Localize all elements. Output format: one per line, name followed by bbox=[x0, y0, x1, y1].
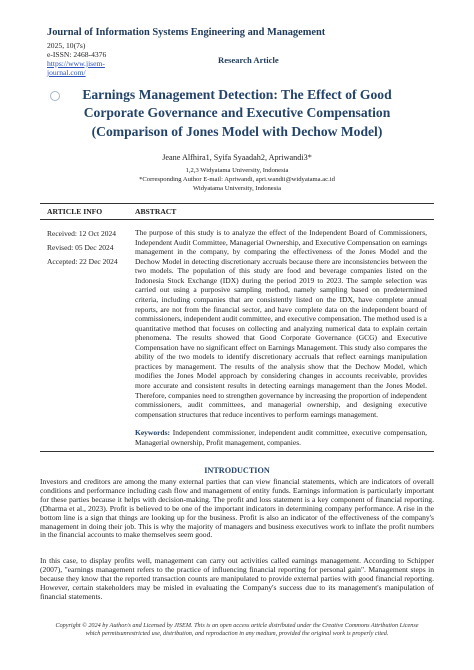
bottom-rule bbox=[40, 451, 434, 452]
volume-issue: 2025, 10(7s) bbox=[47, 41, 86, 50]
affiliation-line1: 1,2,3 Widyatama University, Indonesia bbox=[185, 167, 289, 174]
footer-line1: Copyright © 2024 by Author/s and Licensed by JISEM. This is an open access article distributed under the Creative Commons Attribution License bbox=[55, 622, 419, 629]
abstract-text: The purpose of this study is to analyze the effect of the Independent Board of Commissioners, Independent Audit Committee, Managerial Ownership, and Executive Compensation on earnings management in the company, by comparing the effectiveness of the Jones Model and the Dechow Model in detecting discretionary accruals because there are inconsistencies between the two models. The population of this study are food and beverage companies listed on the Indonesia Stock Exchange (IDX) during the period 2019 to 2023. The sample selection was carried out using a purposive sampling method, namely sampling based on predetermined criteria, including companies that are consistently listed on the IDX, have complete annual reports, are not from the financial sector, and have complete data on the independent board of commissioners, independent audit committee, and executive compensation. The method used is a quantitative method that focuses on collecting and analyzing numerical data to explain certain phenomena. The results showed that Good Corporate Governance (GCG) and Executive Compensation have no significant effect on Earnings Management. This study also compares the ability of the two models to identify discretionary accruals that reflect earnings manipulation practices by management. The results of the analysis show that the Dechow Model, which modifies the Jones Model approach by considering changes in accounts receivable, provides more accurate and consistent results in detecting earnings management than the Jones Model. Therefore, companies need to strengthen governance by increasing the proportion of independent commissioners, audit committees, and managerial ownership, and designing executive compensation structures that reduce incentives to perform earnings management. bbox=[135, 228, 427, 419]
article-info-heading: ARTICLE INFO bbox=[47, 207, 103, 216]
article-type: Research Article bbox=[218, 55, 279, 65]
abstract-heading: ABSTRACT bbox=[135, 207, 177, 216]
keywords-text: Independent commissioner, independent audit committee, executive compensation, Managerial ownership, Profit management, companies. bbox=[135, 428, 428, 447]
top-rule bbox=[40, 203, 434, 204]
title-line1: Earnings Management Detection: The Effect of Good bbox=[82, 87, 392, 102]
author-names: Jeane Alfhira1, Syifa Syaadah2, Apriwandi3* bbox=[162, 153, 312, 162]
keywords bbox=[135, 428, 427, 447]
copyright-footer bbox=[46, 622, 428, 638]
journal-name: Journal of Information Systems Engineering and Management bbox=[47, 27, 326, 38]
mid-rule bbox=[40, 219, 434, 220]
journal-url-line1[interactable]: https://www.jisem- bbox=[47, 59, 105, 68]
revised-date: Revised: 05 Dec 2024 bbox=[47, 243, 114, 252]
accepted-date: Accepted: 22 Dec 2024 bbox=[47, 257, 118, 266]
affiliation-line2: *Corresponding Author E-mail: Apriwandi, apri.wandii@widyatama.ac.id bbox=[139, 176, 335, 183]
title-line2: Corporate Governance and Executive Compensation bbox=[83, 105, 391, 120]
footer-line2: which permitsunrestricted use, distribution, and reproduction in any medium, provided the original work is properly cited. bbox=[85, 630, 389, 637]
introduction-heading: INTRODUCTION bbox=[204, 466, 270, 475]
intro-paragraph-1: Investors and creditors are among the many external parties that can view financial statements, which are indicators of overall conditions and performance including cash flow and management of entity funds. Earnings information is particularly important for these parties because it helps with decision-making. The profit and loss statement is a key component of financial reporting. (Dharma et al., 2023). Profit is believed to be one of the important indicators in determining company performance. A rise in the bottom line is a sign that things are looking up for the business. Profit is also an indicator of the effectiveness of the company's management in doing their job. This is why the majority of managers and business executives work to inflate the profit numbers in the financial accounts to make themselves seem good. bbox=[40, 477, 434, 540]
title-line3: (Comparison of Jones Model with Dechow Model) bbox=[91, 124, 383, 139]
intro-paragraph-2: In this case, to display profits well, management can carry out activities called earnings management. According to Schipper (2007), "earnings management refers to the practice of influencing financial reporting for personal gain". Management steps in because they know that the reported transaction counts are manipulated to provide external parties with good financial reporting. However, certain stakeholders may be misled in evaluating the Company's success due to its management's manipulation of financial statements. bbox=[40, 556, 434, 601]
journal-url-line2[interactable]: journal.com/ bbox=[47, 68, 86, 77]
issn: e-ISSN: 2468-4376 bbox=[47, 50, 107, 59]
keywords-label: Keywords: bbox=[135, 428, 170, 437]
affiliation-line3: Widyatama University, Indonesia bbox=[192, 185, 282, 192]
received-date: Received: 12 Oct 2024 bbox=[47, 229, 116, 238]
